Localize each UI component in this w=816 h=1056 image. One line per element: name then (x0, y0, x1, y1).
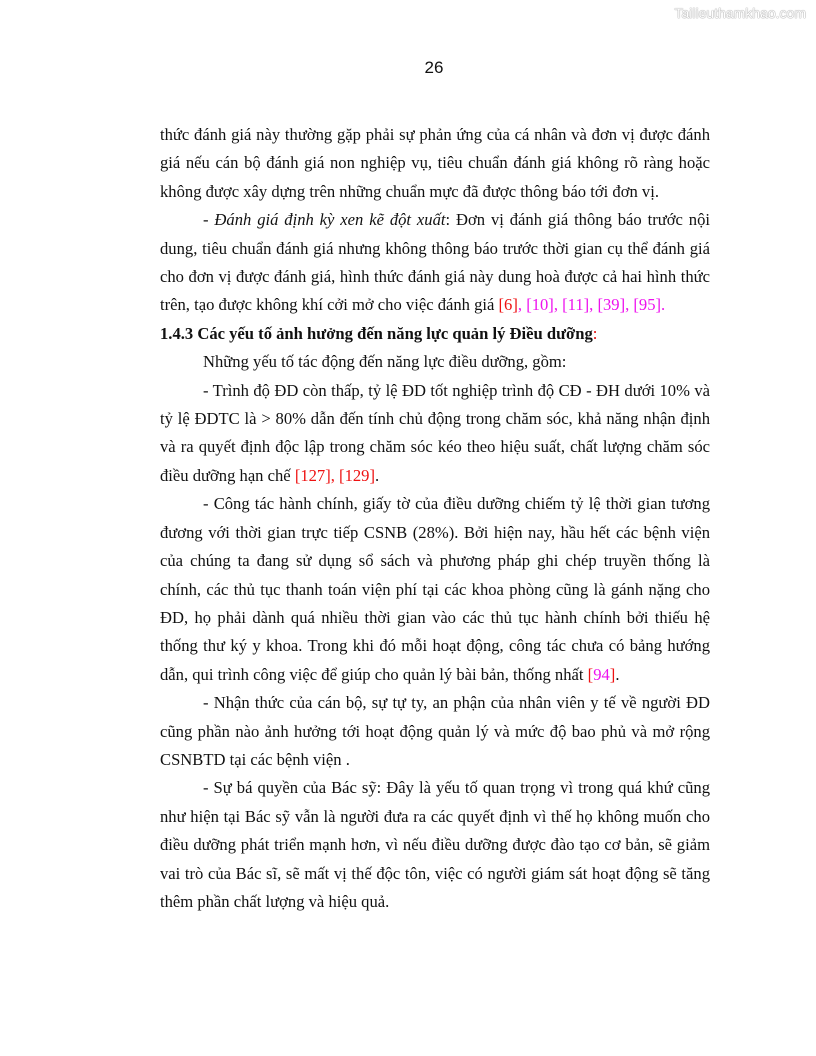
citation-links[interactable]: , [10], [11], [39], [95]. (517, 295, 666, 315)
paragraph-continuation: thức đánh giá này thường gặp phải sự phản ứng của cá nhân và đơn vị được đánh giá nếu cán bộ đánh giá non nghiệp vụ, tiêu chuẩn đánh giá không rõ ràng hoặc không được xây dựng trên những chuẩn mực đã được thông báo tới đơn vị. (160, 125, 710, 201)
paragraph-text: - Trình độ ĐD còn thấp, tỷ lệ ĐD tốt nghiệp trình độ CĐ - ĐH dưới 10% và tỷ lệ ĐDTC là > 80% dẫn đến tính chủ động trong chăm sóc, khả năng nhận định và ra quyết định độc lập trong chăm sóc kéo theo hiệu suất, chất lượng chăm sóc điều dưỡng hạn chế (160, 380, 710, 485)
paragraph-text: : Đơn vị đánh giá thông báo trước nội dung, tiêu chuẩn đánh giá nhưng không thông báo trước thời gian cụ thể đánh giá cho đơn vị được đánh giá, hình thức đánh giá này dung hoà được cả hai hình thức trên, tạo được không khí cởi mở cho việc đánh giá (160, 210, 710, 315)
paragraph-end: . (615, 664, 620, 684)
paragraph-administrative-work (160, 490, 710, 689)
paragraph-awareness: - Nhận thức của cán bộ, sự tự ty, an phận của nhân viên y tế về người ĐD cũng phần nào ảnh hưởng tới hoạt động quản lý và mức độ bao phủ và mở rộng CSNBTD tại các bệnh viện . (160, 693, 710, 769)
bullet-dash: - (203, 210, 215, 230)
heading-text: 1.4.3 Các yếu tố ảnh hưởng đến năng lực quản lý Điều dưỡng (160, 323, 593, 343)
paragraph-end: . (375, 465, 380, 485)
paragraph-text: - Công tác hành chính, giấy tờ của điều dưỡng chiếm tỷ lệ thời gian tương đương với thời gian trực tiếp CSNB (28%). Bởi hiện nay, hầu hết các bệnh viện của chúng ta đang sử dụng sổ sách và phương pháp ghi chép truyền thống là chính, các thủ tục thanh toán viện phí tại các khoa phòng cũng là gánh nặng cho ĐD, họ phải dành quá nhiều thời gian vào các thủ tục hành chính bởi thiếu hệ thống thư ký y khoa. Trong khi đó mỗi hoạt động, công tác chưa có bảng hướng dẫn, qui trình công việc để giúp cho quản lý bài bản, thống nhất (160, 494, 710, 684)
page-number: 26 (424, 58, 444, 77)
document-body (160, 121, 710, 916)
citation-link[interactable]: [94] (587, 664, 616, 684)
heading-colon: : (592, 323, 598, 343)
paragraph-training-level (160, 377, 710, 491)
paragraph-periodic-assessment (160, 206, 710, 320)
section-heading (160, 320, 710, 348)
citation-links[interactable]: [127], [129] (294, 465, 375, 485)
paragraph-doctor-dominance: - Sự bá quyền của Bác sỹ: Đây là yếu tố quan trọng vì trong quá khứ cũng như hiện tại Bác sỹ vẫn là người đưa ra các quyết định vì thế họ không muốn cho điều dưỡng phát triển mạnh hơn, vì nếu điều dưỡng được đào tạo cơ bản, sẽ giảm vai trò của Bác sĩ, sẽ mất vị thế độc tôn, việc có người giám sát hoạt động sẽ tăng thêm phần chất lượng và hiệu quả. (160, 778, 710, 911)
watermark: Tailieuthamkhao.com (674, 5, 806, 21)
term-periodic-assessment: Đánh giá định kỳ xen kẽ đột xuất (214, 210, 446, 230)
citation-link[interactable]: [6] (498, 295, 518, 315)
paragraph-intro: Những yếu tố tác động đến năng lực điều dưỡng, gồm: (203, 352, 567, 372)
